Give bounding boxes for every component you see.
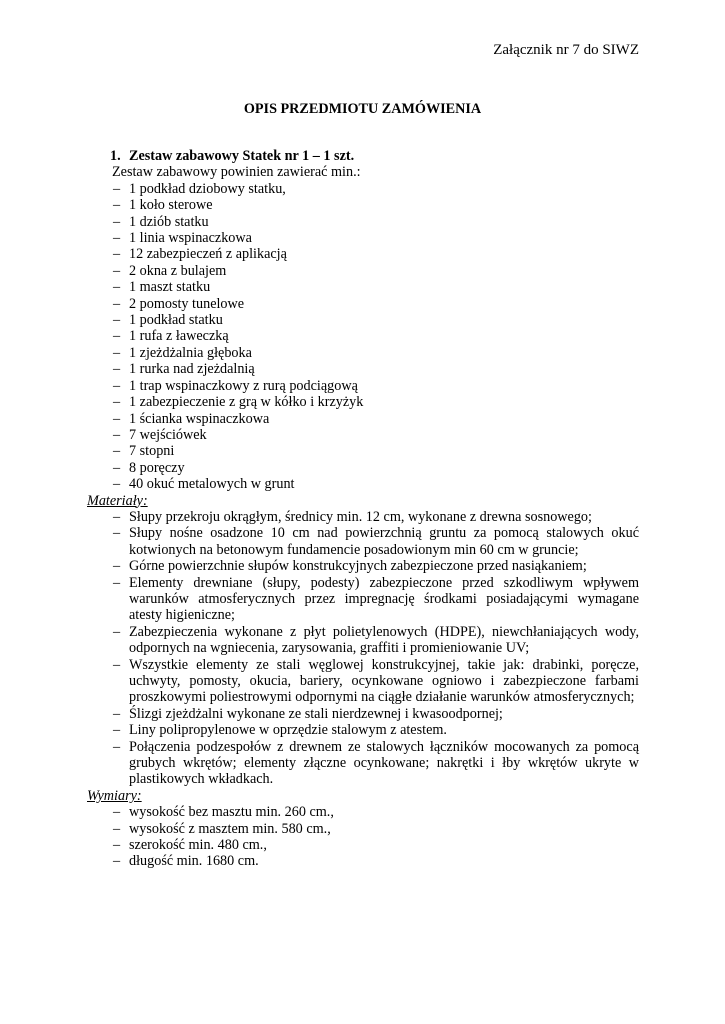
material-item [0, 624, 639, 657]
list-dash: – [113, 344, 121, 361]
dimension-item-text: wysokość bez masztu min. 260 cm., [129, 804, 334, 821]
list-dash: – [113, 180, 121, 197]
list-dash: – [113, 623, 121, 640]
list-dash: – [113, 197, 121, 214]
component-item-text: 7 stopni [129, 443, 175, 460]
material-item [0, 706, 639, 722]
component-item [0, 312, 725, 328]
component-item [0, 361, 725, 377]
components-list [0, 181, 725, 493]
dimension-item-text: szerokość min. 480 cm., [129, 837, 267, 854]
section-heading [110, 148, 725, 164]
list-dash: – [113, 279, 121, 296]
component-item-text: 1 rurka nad zjeżdalnią [129, 361, 255, 378]
list-dash: – [113, 361, 121, 378]
component-item [0, 279, 725, 295]
list-dash: – [113, 525, 121, 542]
list-dash: – [113, 410, 121, 427]
content-block [0, 148, 725, 870]
list-dash: – [113, 722, 121, 739]
material-item [0, 657, 639, 706]
material-item [0, 558, 639, 574]
list-dash: – [113, 312, 121, 329]
section-title: Zestaw zabawowy Statek nr 1 – 1 szt. [129, 148, 355, 164]
material-item-text: Górne powierzchnie słupów konstrukcyjnych zabezpieczone przed nasiąkaniem; [129, 558, 587, 575]
component-item-text: 1 podkład statku [129, 312, 223, 329]
component-item-text: 8 poręczy [129, 459, 185, 476]
list-dash: – [113, 426, 121, 443]
component-item-text: 1 dziób statku [129, 213, 209, 230]
materials-heading: Materiały: [87, 492, 148, 509]
list-dash: – [113, 705, 121, 722]
component-item [0, 230, 725, 246]
component-item [0, 427, 725, 443]
component-item [0, 394, 725, 410]
dimension-item-text: wysokość z masztem min. 580 cm., [129, 820, 331, 837]
list-dash: – [113, 377, 121, 394]
list-dash: – [113, 837, 121, 854]
material-item [0, 722, 639, 738]
list-dash: – [113, 213, 121, 230]
component-item-text: 2 okna z bulajem [129, 262, 227, 279]
component-item-text: 1 podkład dziobowy statku, [129, 180, 286, 197]
list-dash: – [113, 558, 121, 575]
material-item [0, 509, 639, 525]
component-item-text: 12 zabezpieczeń z aplikacją [129, 246, 287, 263]
component-item [0, 476, 725, 492]
material-item [0, 739, 639, 788]
component-item [0, 296, 725, 312]
material-item [0, 525, 639, 558]
list-dash: – [113, 820, 121, 837]
list-dash: – [113, 476, 121, 493]
component-item [0, 345, 725, 361]
list-dash: – [113, 328, 121, 345]
list-dash: – [113, 443, 121, 460]
component-item-text: 1 linia wspinaczkowa [129, 230, 252, 247]
material-item-text: Zabezpieczenia wykonane z płyt polietylenowych (HDPE), niewchłaniających wody, odpornych na wgniecenia, zarysowania, graffiti i promieniowanie UV; [129, 623, 639, 657]
component-item [0, 443, 725, 459]
component-item-text: 1 maszt statku [129, 279, 211, 296]
annex-label: Załącznik nr 7 do SIWZ [493, 42, 639, 58]
section-intro: Zestaw zabawowy powinien zawierać min.: [112, 164, 361, 181]
component-item-text: 2 pomosty tunelowe [129, 295, 245, 312]
component-item-text: 1 zabezpieczenie z grą w kółko i krzyżyk [129, 394, 364, 411]
section-number: 1. [110, 148, 121, 164]
list-dash: – [113, 230, 121, 247]
component-item-text: 1 rufa z ławeczką [129, 328, 229, 345]
list-dash: – [113, 574, 121, 591]
material-item-text: Połączenia podzespołów z drewnem ze stalowych łączników mocowanych za pomocą grubych wkrętów; elementy złączne ocynkowane; nakrętki i łby wkrętów ukryte w plastikowych wkładkach. [129, 738, 639, 788]
component-item-text: 40 okuć metalowych w grunt [129, 476, 295, 493]
component-item [0, 246, 725, 262]
dimension-item [0, 821, 725, 837]
dimensions-list [0, 804, 725, 870]
material-item-text: Słupy przekroju okrągłym, średnicy min. 12 cm, wykonane z drewna sosnowego; [129, 508, 592, 525]
component-item [0, 181, 725, 197]
component-item [0, 460, 725, 476]
list-dash: – [113, 394, 121, 411]
component-item-text: 7 wejściówek [129, 426, 207, 443]
list-dash: – [113, 804, 121, 821]
material-item-text: Liny polipropylenowe w oprzędzie stalowym z atestem. [129, 722, 447, 739]
component-item-text: 1 zjeżdżalnia głęboka [129, 344, 252, 361]
page-title: OPIS PRZEDMIOTU ZAMÓWIENIA [243, 101, 482, 117]
list-dash: – [113, 656, 121, 673]
component-item [0, 197, 725, 213]
component-item [0, 263, 725, 279]
dimension-item [0, 804, 725, 820]
list-dash: – [113, 738, 121, 755]
component-item [0, 411, 725, 427]
material-item-text: Ślizgi zjeżdżalni wykonane ze stali nierdzewnej i kwasoodpornej; [129, 705, 503, 722]
list-dash: – [113, 295, 121, 312]
component-item [0, 378, 725, 394]
list-dash: – [113, 508, 121, 525]
material-item-text: Elementy drewniane (słupy, podesty) zabezpieczone przed szkodliwym wpływem warunków atmosferycznych przez impregnację środkami posiadającymi wymagane atesty higieniczne; [129, 574, 639, 624]
materials-list [0, 509, 725, 788]
component-item-text: 1 koło sterowe [129, 197, 213, 214]
dimension-item [0, 837, 725, 853]
material-item [0, 575, 639, 624]
list-dash: – [113, 853, 121, 870]
list-dash: – [113, 262, 121, 279]
component-item-text: 1 trap wspinaczkowy z rurą podciągową [129, 377, 358, 394]
component-item [0, 328, 725, 344]
dimension-item [0, 853, 725, 869]
list-dash: – [113, 459, 121, 476]
list-dash: – [113, 246, 121, 263]
dimensions-heading: Wymiary: [87, 787, 142, 804]
component-item [0, 214, 725, 230]
material-item-text: Słupy nośne osadzone 10 cm nad powierzchnią gruntu za pomocą stalowych okuć kotwionych na betonowym fundamencie posadowionym min 60 cm w gruncie; [129, 525, 639, 558]
dimension-item-text: długość min. 1680 cm. [129, 853, 259, 870]
component-item-text: 1 ścianka wspinaczkowa [129, 410, 270, 427]
material-item-text: Wszystkie elementy ze stali węglowej konstrukcyjnej, takie jak: drabinki, poręcze, uchwyty, pomosty, okucia, bariery, ocynkowane ogniowo i zabezpieczone farbami proszkowymi poliestrowymi odpornymi na ciągłe działanie warunków atmosferycznych; [129, 656, 639, 706]
